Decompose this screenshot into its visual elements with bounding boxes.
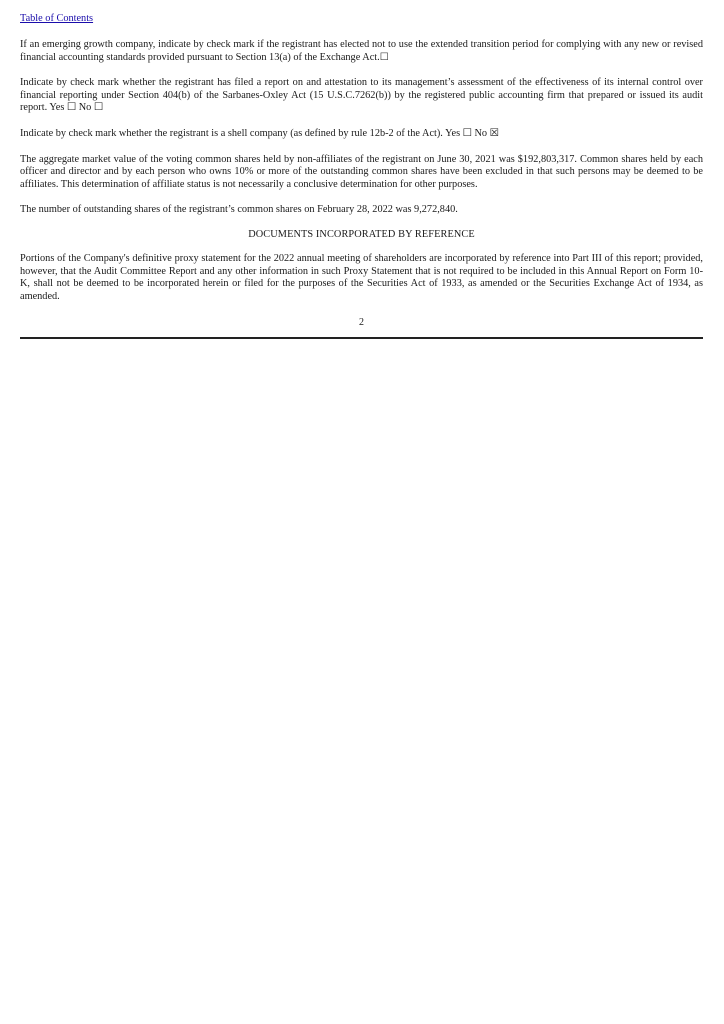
shell-company-text: Indicate by check mark whether the registrant is a shell company (as defined by rule 12b-2 of the Act). bbox=[20, 127, 443, 139]
section-heading: DOCUMENTS INCORPORATED BY REFERENCE bbox=[248, 228, 475, 240]
market-value-paragraph: The aggregate market value of the voting common shares held by non-affiliates of the registrant on June 30, 2021 was $192,803,317. Common shares held by each officer and director and by each person who owns 10% or more of the outstanding common shares have been excluded in that such persons may be deemed to be affiliates. This determination of affiliate status is not necessarily a conclusive determination for other purposes. bbox=[20, 153, 703, 190]
outstanding-shares-paragraph: The number of outstanding shares of the registrant’s common shares on February 28, 2022 was 9,272,840. bbox=[20, 204, 458, 216]
emerging-growth-checkbox[interactable]: ☐ bbox=[379, 51, 389, 63]
emerging-growth-paragraph bbox=[20, 39, 703, 64]
shell-yes-checkbox[interactable]: Yes ☐ bbox=[445, 127, 472, 139]
document-page bbox=[20, 8, 703, 339]
page-number: 2 bbox=[359, 317, 364, 329]
attestation-text: Indicate by check mark whether the registrant has filed a report on and attestation to its management’s assessment of the effectiveness of its internal control over financial reporting under Section 404(b) of the Sarbanes-Oxley Act (15 U.S.C.7262(b)) by the registered public accounting firm that prepared or issued its audit report. bbox=[20, 77, 703, 114]
page-divider bbox=[20, 337, 703, 339]
incorporated-by-reference-paragraph: Portions of the Company's definitive proxy statement for the 2022 annual meeting of shareholders are incorporated by reference into Part III of this report; provided, however, that the Audit Committee Report and any other information in such Proxy Statement that is not required to be included in this Annual Report on Form 10-K, shall not be deemed to be incorporated herein or filed for the purposes of the Securities Act of 1933, as amended or the Securities Exchange Act of 1934, as amended. bbox=[20, 252, 703, 302]
emerging-growth-text: If an emerging growth company, indicate by check mark if the registrant has elected not to use the extended transition period for complying with any new or revised financial accounting standards provided pursuant to Section 13(a) of the Exchange Act. bbox=[20, 39, 703, 63]
shell-no-checkbox[interactable]: No ☒ bbox=[474, 127, 499, 139]
shell-company-paragraph bbox=[20, 128, 703, 141]
attestation-yes-checkbox[interactable]: Yes ☐ bbox=[49, 102, 77, 114]
attestation-no-checkbox[interactable]: No ☐ bbox=[78, 102, 104, 114]
attestation-paragraph bbox=[20, 77, 703, 115]
table-of-contents-link[interactable]: Table of Contents bbox=[20, 13, 94, 24]
